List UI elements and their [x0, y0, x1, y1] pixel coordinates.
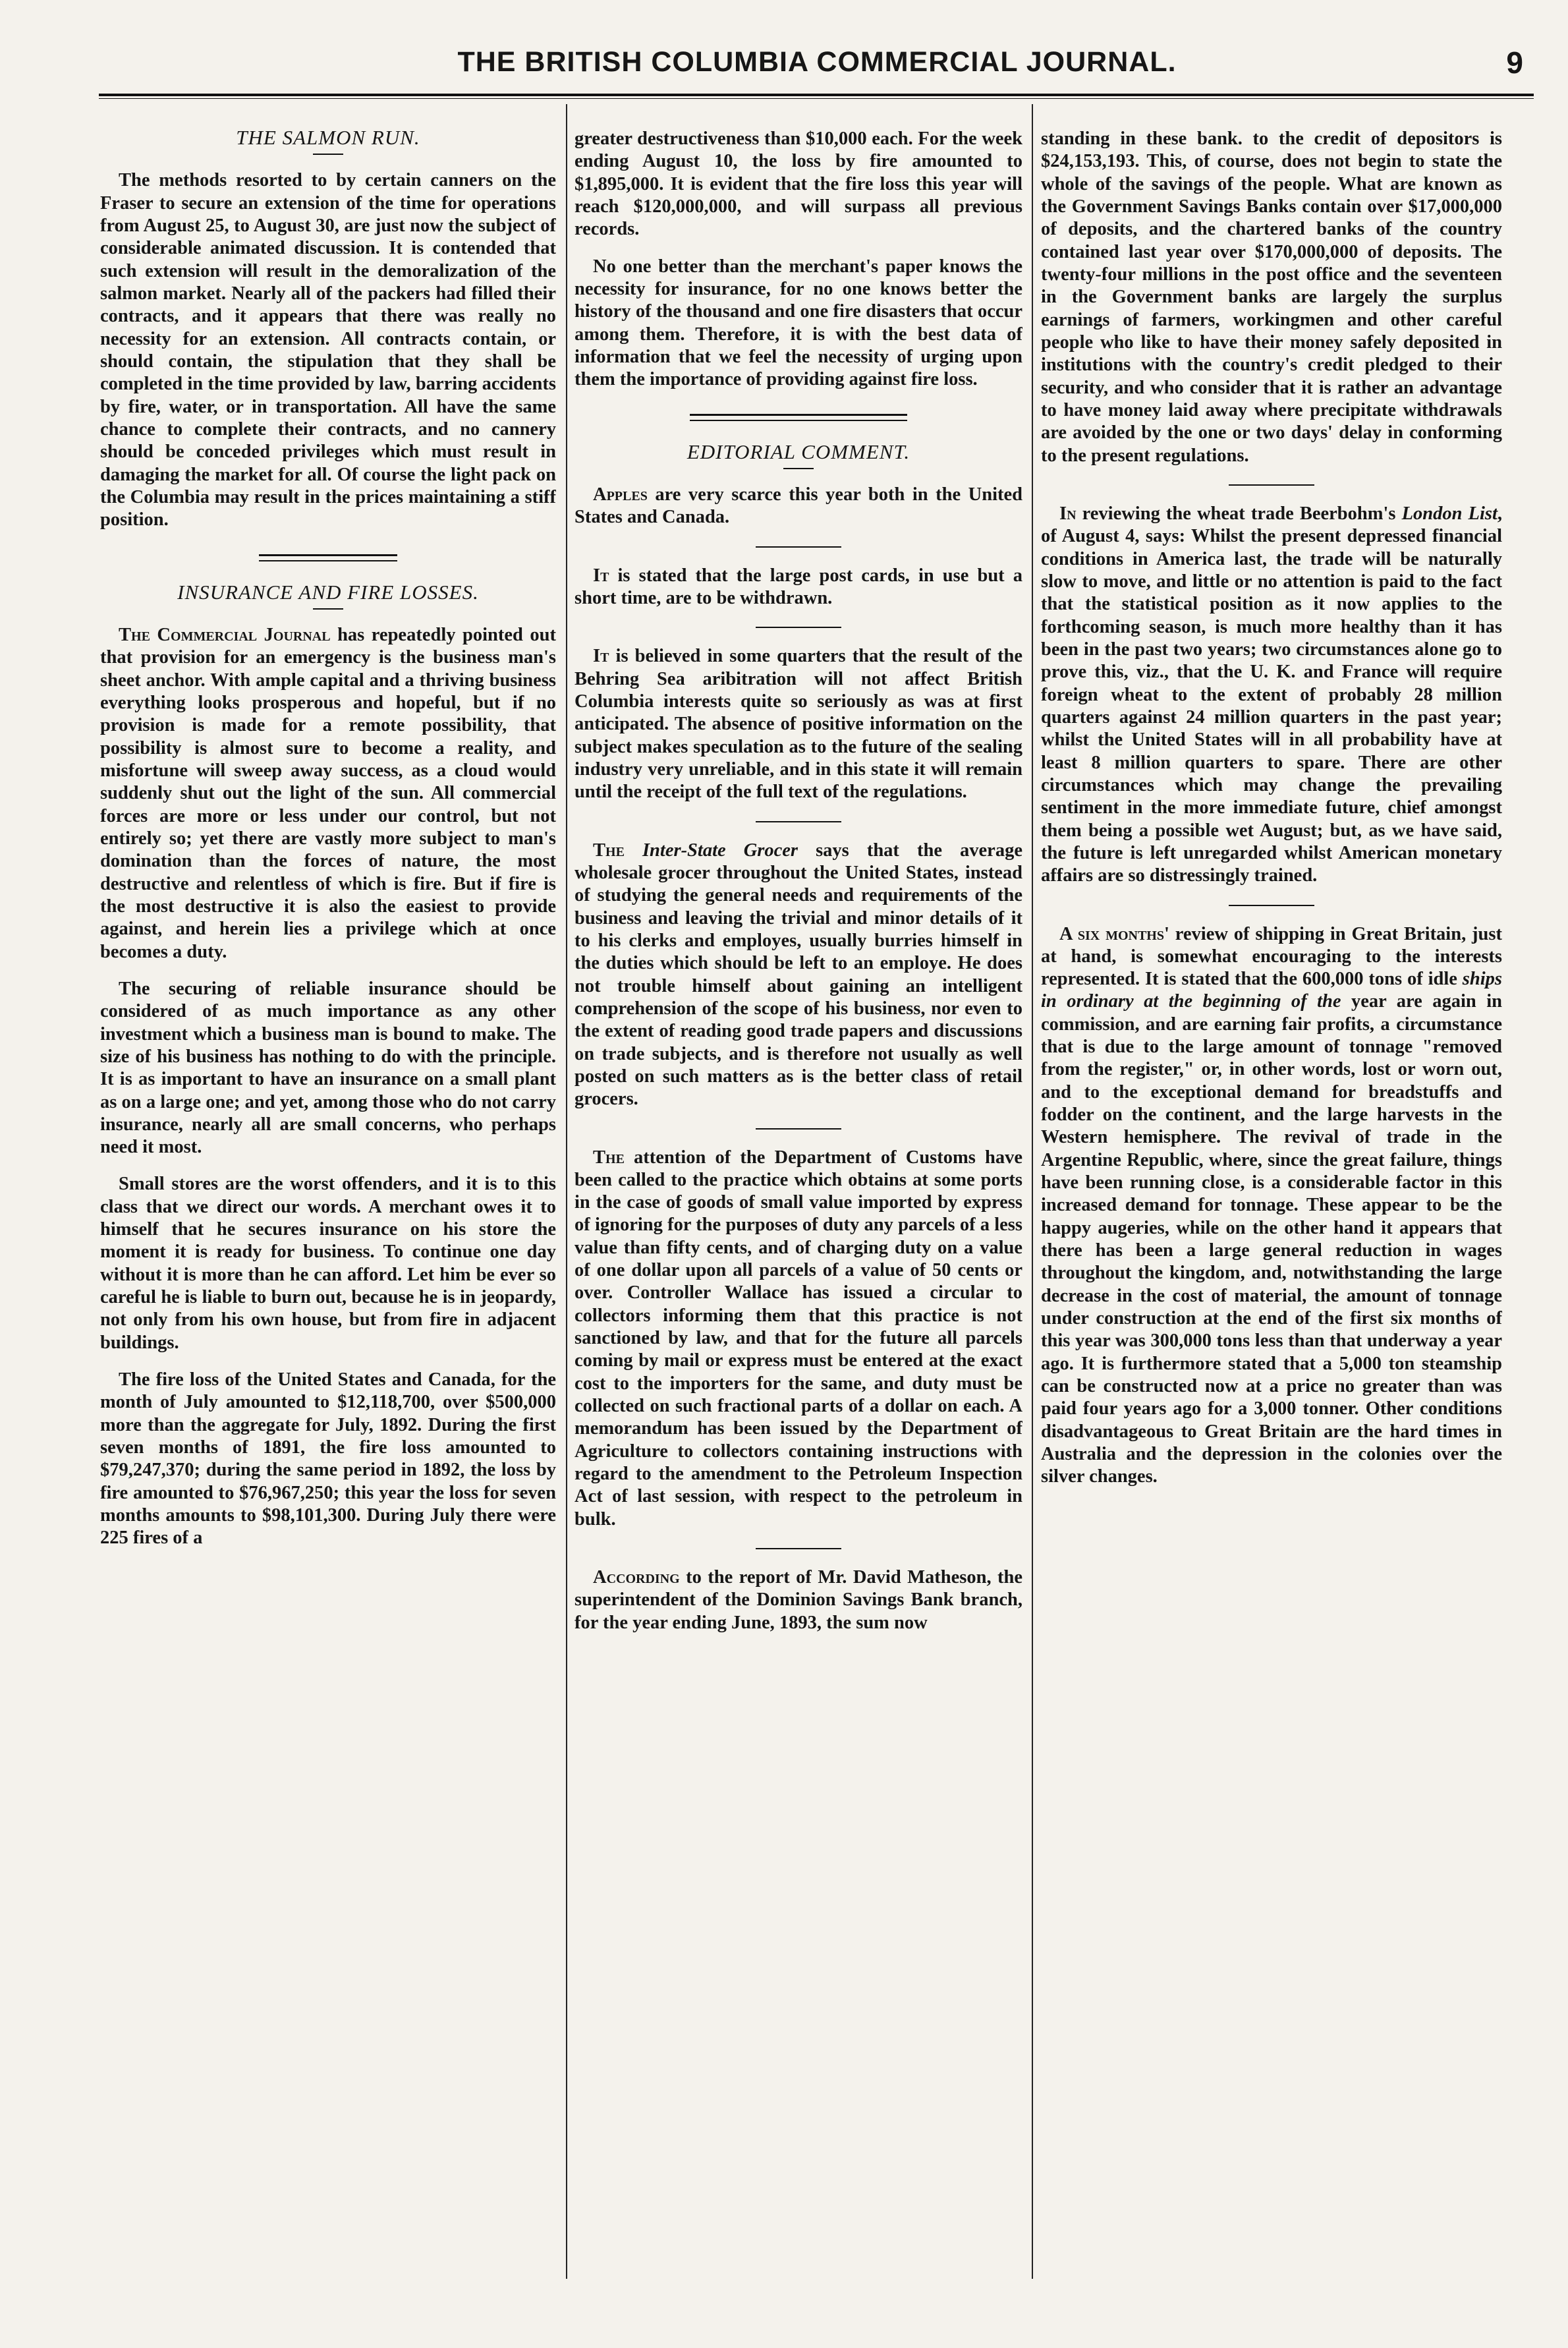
editorial-comment-heading: EDITORIAL COMMENT. [686, 440, 910, 463]
column-2 [574, 107, 1022, 2301]
lead-in: The Commercial Journal [119, 624, 331, 645]
section-double-rule [259, 554, 397, 561]
lead-in: A six months' [1059, 923, 1169, 944]
item-separator [1229, 905, 1314, 906]
lead-in: It [593, 565, 609, 586]
paragraph-text: are very scarce this year both in the United States and Canada. [574, 484, 1022, 528]
paragraph-text: year are again in commission, and are earning fair profits, a circumstance that is due to the large amount of tonnage "removed from the register," or, in other words, lost or worn out, and to the exceptional demand for breadstuffs and fodder on the continent, and the large harvests in the Western hemisphere. The revival of trade in the Argentine Republic, where, since the great failure, things have been running close, is a considerable factor in this increased demand for tonnage. These appear to be the happy augeries, while on the other hand it appears that there has been a large general reduction in wages throughout the kingdom, and, notwithstanding the large decrease in the cost of material, the amount of tonnage under construction at the end of the first six months of this year was 300,000 tons less than that underway a year ago. It is furthermore stated that a 5,000 ton steamship can be constructed now at a price no greater than was paid four years ago for a 3,000 tonner. Other conditions disadvantageous to Great Britain are the hard times in Australia and the depression in the colonies over the silver changes. [1041, 991, 1502, 1487]
paragraph-text: says that the average wholesale grocer throughout the United States, instead of studying the general needs and requirements of the business and leaving the trivial and minor details of it to his clerks and employes, usually burries himself in the duties which should be left to an employe. He does not trouble himself about gaining an intelligent comprehension of the scope of his business, nor even to the extent of reading good trade papers and discussions on trade subjects, and is therefore not usually as well posted on such matters as is the better class of retail grocers. [574, 840, 1022, 1110]
lead-in: The [593, 840, 625, 861]
publication-title: Inter-State Grocer [642, 840, 798, 861]
section-double-rule [690, 414, 907, 421]
shipping-review-item [1041, 923, 1502, 1489]
column-divider-right [1032, 104, 1033, 2279]
item-separator [756, 627, 841, 628]
masthead-rule [99, 94, 1534, 99]
paragraph-text: attention of the Department of Customs have been called to the practice which obtains at some ports in the case of goods of small value imported by express of ignoring for the purposes of duty any parcels of a less value than fifty cents, and of charging duty on a value of one dollar upon all parcels of a value of 50 cents or over. Controller Wallace has issued a circular to collectors informing them that this practice is not sanctioned by law, and that for the future all parcels coming by mail or express must be entered at the exact cost to the importers for the same, and duty must be collected on such fractional parts of a dollar on each. A memorandum has been issued by the Department of Agriculture to collectors containing instructions with regard to the amendment to the Petroleum Inspection Act of last session, with respect to the petroleum in bulk. [574, 1147, 1022, 1530]
salmon-run-paragraph: The methods resorted to by certain canners on the Fraser to secure an extension of the time for operations from August 25, to August 30, are just now the subject of considerable animated discussion. It is contended that such extension will result in the demoralization of the salmon market. Nearly all of the packers had filled their contracts, and it appears that there was really no necessity for an extension. All contracts contain, or should contain, the stipulation that they shall be completed in the time provided by law, barring accidents by fire, water, or in transportation. All have the same chance to complete their contracts, and no cannery should be conceded privileges which must result in damaging the market for all. Of course the light pack on the Columbia may result in the prices maintaining a stiff position. [100, 170, 556, 530]
apples-item [574, 484, 1022, 529]
item-separator [1229, 484, 1314, 486]
savings-bank-continued: standing in these bank. to the credit of depositors is $24,153,193. This, of course, does not begin to state the whole of the savings of the people. What are known as the Government Savings Banks contain over $17,000,000 of deposits, and the chartered banks of the country contained last year over $170,000,000 of deposits. The twenty-four millions in the post office and the seventeen in the Government banks are largely the surplus earnings of farmers, workingmen and other careful people who like to have their money safely deposited in institutions with the country's credit pledged to their security, and who consider that it is rather an advantage to have money laid away where precipitate withdrawals are avoided by the one or two days' delay in conforming to the present regulations. [1041, 129, 1502, 466]
insurance-paragraph-1 [100, 624, 556, 963]
journal-title: THE BRITISH COLUMBIA COMMERCIAL JOURNAL. [457, 46, 1177, 78]
column-3 [1041, 107, 1502, 2301]
paragraph-text: is believed in some quarters that the result of the Behring Sea aribitration will not affect British Columbia interests quite so seriously as was at first anticipated. The absence of positive information on the subject makes speculation as to the future of the sealing industry very unreliable, and in this state it will remain until the receipt of the full text of the regulations. [574, 646, 1022, 803]
insurance-paragraph-4: The fire loss of the United States and Canada, for the month of July amounted to $12,118,700, over $500,000 more than the aggregate for July, 1892. During the first seven months of 1891, the fire loss amounted to $79,247,370; during the same period in 1892, the loss by fire amounted to $76,967,250; this year the loss for seven months amounts to $98,101,300. During July there were 225 fires of a [100, 1369, 556, 1549]
paragraph-text: is stated that the large post cards, in use but a short time, are to be withdrawn. [574, 565, 1022, 608]
insurance-heading: INSURANCE AND FIRE LOSSES. [177, 580, 479, 604]
salmon-run-heading: THE SALMON RUN. [236, 126, 420, 149]
item-separator [756, 546, 841, 548]
grocer-item [574, 840, 1022, 1111]
item-separator [756, 1548, 841, 1549]
publication-title: London List [1401, 503, 1498, 524]
savings-bank-item [574, 1566, 1022, 1634]
page-number: 9 [1506, 45, 1523, 80]
masthead [99, 42, 1535, 88]
insurance-paragraph-2: The securing of reliable insurance should be considered of as much importance as any other investment which a business man is bound to make. The size of his business has nothing to do with the principle. It is as important to have an insurance on a small plant as on a large one; and yet, among those who do not carry insurance, nearly all are small concerns, who perhaps need it most. [100, 978, 556, 1158]
paragraph-text: reviewing the wheat trade Beerbohm's [1076, 503, 1402, 524]
heading-rule [313, 154, 343, 155]
paragraph-text: , of August 4, says: Whilst the present depressed financial conditions in America last, the trade will be naturally slow to move, and little or no attention is paid to the fact that the statistical position as it now applies to the forthcoming season, is much more healthy than it has been in the past two years; two circumstances alone go to prove this, viz., that the U. K. and France will require foreign wheat to the extent of probably 28 million quarters against 24 million quarters in the past year; whilst the United States will in all probability have at least 8 million quarters to spare. There are other circumstances which may change the prevailing sentiment in the more immediate future, chief amongst them being a possible wet August; but, as we have said, the future is left unregarded whilst American monetary affairs are so distressingly trained. [1041, 503, 1502, 886]
emphasis-text: ships in ordinary at the beginning of the [1041, 969, 1502, 1012]
paragraph-text: to the report of Mr. David Matheson, the superintendent of the Dominion Savings Bank branch, for the year ending June, 1893, the sum now [574, 1567, 1022, 1633]
lead-in: It [593, 646, 609, 667]
column-1 [100, 107, 556, 2301]
wheat-trade-item [1041, 503, 1502, 888]
fire-losses-continued: greater destructiveness than $10,000 each. For the week ending August 10, the loss by fire amounted to $1,895,000. It is evident that the fire loss this year will reach $120,000,000, and will surpass all previous records. [574, 129, 1022, 240]
paragraph-text: has repeatedly pointed out that provision for an emergency is the business man's sheet anchor. With ample capital and a thriving business everything looks prosperous and hopeful, but if no provision is made for a remote possibility, that possibility is almost sure to become a reality, and misfortune will sweep away success, as a cloud would suddenly shut out the light of the sun. All commercial forces are more or less under our control, but not entirely so; yet there are vastly more subject to man's domination than the forces of nature, the most destructive and relentless of which is fire. But if fire is the most destructive it is also the easiest to provide against, and herein lies a privilege which at once becomes a duty. [100, 624, 556, 962]
lead-in: Apples [593, 484, 648, 505]
fire-losses-paragraph: No one better than the merchant's paper knows the necessity for insurance, for no one knows better the history of the thousand and one fire disasters that occur among them. Therefore, it is with the best data of information that we feel the necessity of urging upon them the importance of providing against fire loss. [574, 256, 1022, 390]
lead-in: According [593, 1567, 680, 1588]
column-divider-left [566, 104, 567, 2279]
insurance-paragraph-3: Small stores are the worst offenders, and it is to this class that we direct our words. A merchant owes it to himself that he secures insurance on his store the moment it is ready for business. To continue one day without it is more than he can afford. Let him be ever so careful he is liable to burn out, because he is in jeopardy, not only from his own house, but from fire in adjacent buildings. [100, 1174, 556, 1353]
heading-rule [313, 608, 343, 610]
paragraph-text: review of shipping in Great Britain, just at hand, is somewhat encouraging to the interests represented. It is stated that the 600,000 tons of idle [1041, 923, 1502, 990]
heading-rule [783, 468, 814, 469]
item-separator [756, 821, 841, 822]
lead-in: The [593, 1147, 625, 1168]
item-separator [756, 1128, 841, 1130]
customs-item [574, 1147, 1022, 1532]
lead-in: In [1059, 503, 1077, 524]
behring-sea-item [574, 645, 1022, 803]
post-cards-item [574, 565, 1022, 610]
